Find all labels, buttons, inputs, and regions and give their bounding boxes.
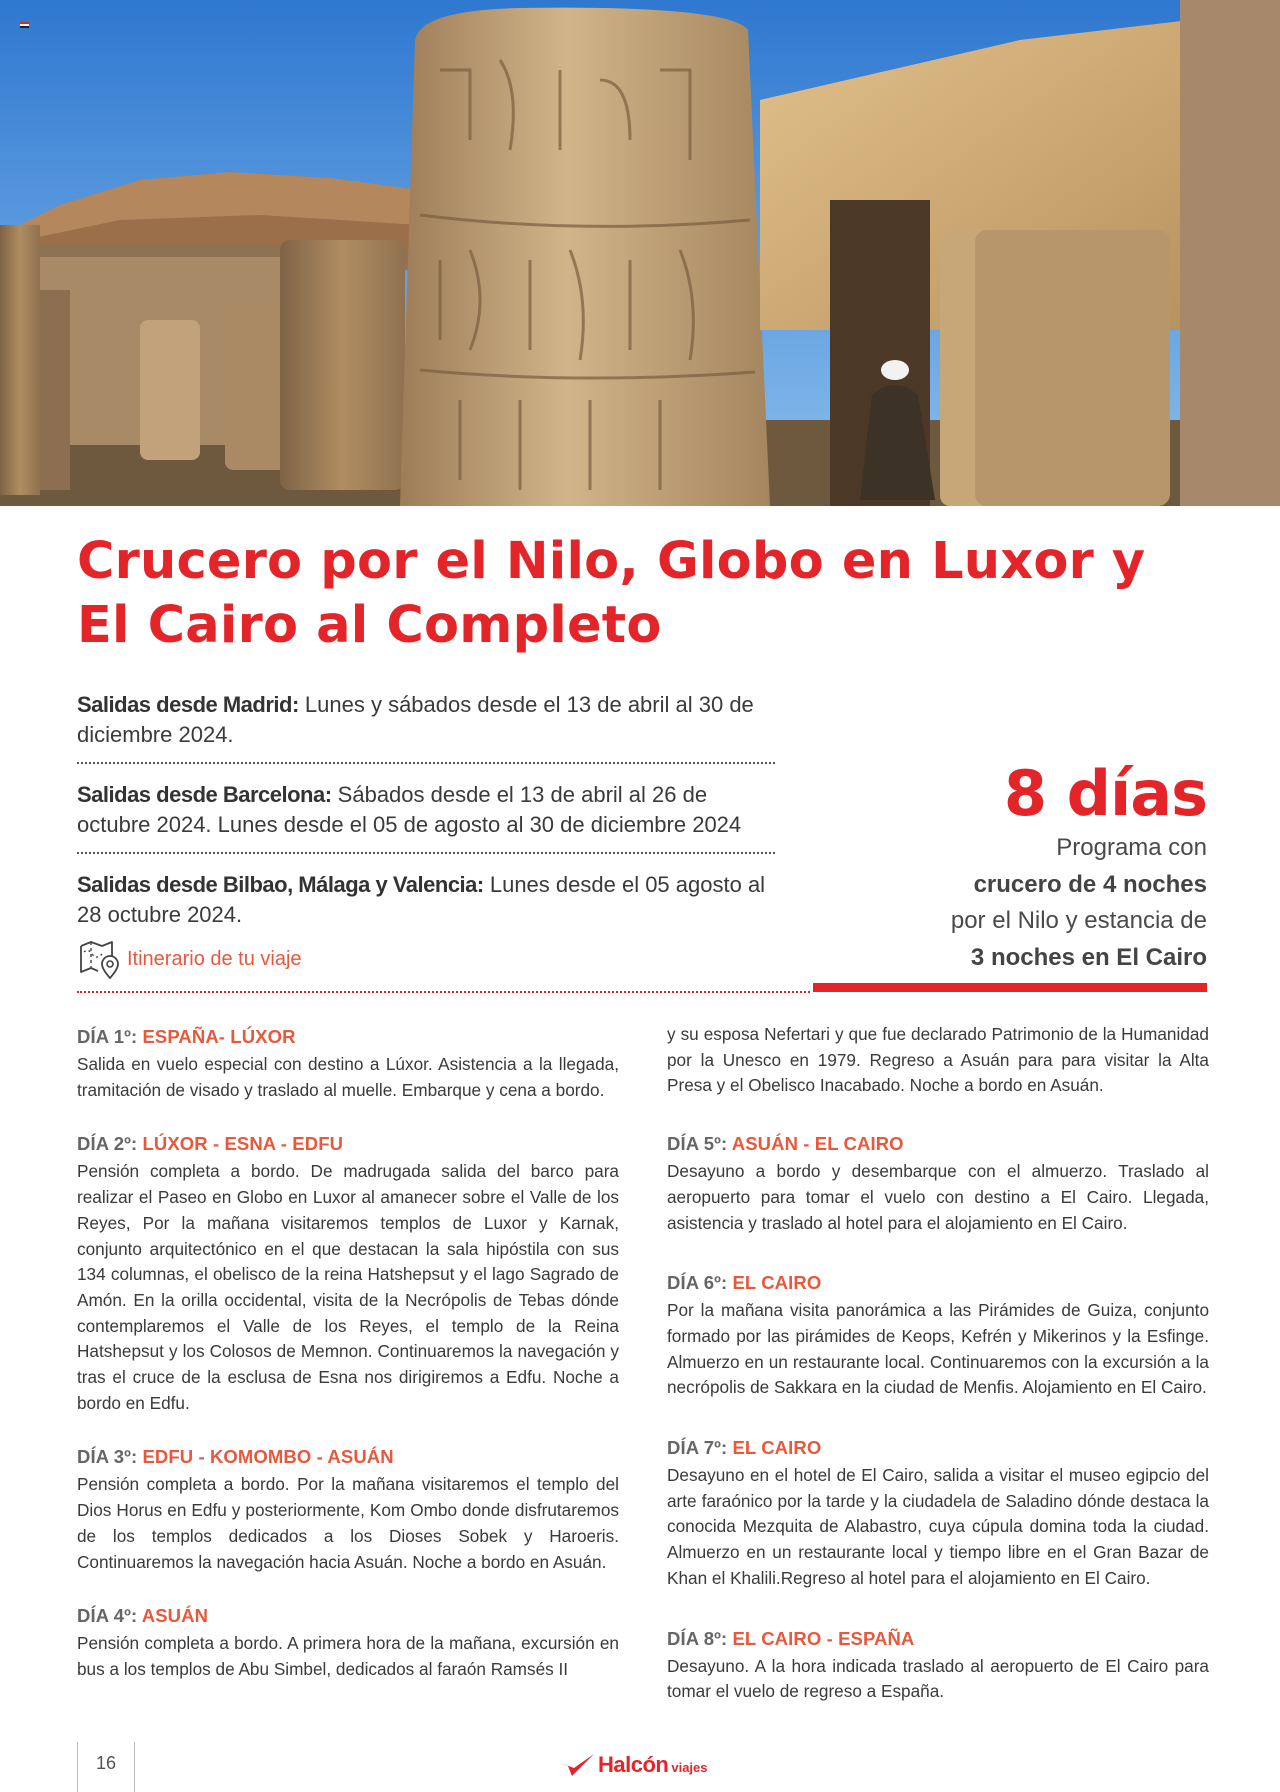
summary-line-3: por el Nilo y estancia de [950, 907, 1207, 934]
departure-label: Salidas desde Madrid: [77, 692, 299, 717]
brand-subtitle: viajes [671, 1760, 708, 1775]
day-5 [667, 1129, 1209, 1236]
day-heading [667, 1268, 1209, 1298]
day-4-continued [667, 1022, 1209, 1099]
day-heading [667, 1433, 1209, 1463]
page-number: 16 [95, 1753, 117, 1773]
day-number: DÍA 3º: [77, 1446, 143, 1468]
day-number: DÍA 4º: [77, 1605, 142, 1627]
day-heading [77, 1601, 619, 1631]
day-description: Pensión completa a bordo. De madrugada salida del barco para realizar el Paseo en Globo en Luxor al amanecer sobre el Valle de los Reyes, Por la mañana visitaremos templos de Luxor y Karnak, conjunto arquitectónico en el que destacan la sala hipóstila con sus 134 columnas, el obelisco de la reina Hatshepsut y el lago Sagrado de Amón. En la orilla occidental, visita de la Necrópolis de Tebas dónde contemplaremos el Valle de los Reyes, el templo de la Reina Hatshepsut y los Colosos de Memnon. Continuaremos la navegación y tras el cruce de la esclusa de Esna nos dirigiremos a Edfu. Noche a bordo en Edfu. [77, 1161, 619, 1413]
brand-logo[interactable] [556, 1752, 708, 1778]
day-heading [667, 1624, 1209, 1654]
day-destination: EL CAIRO [732, 1437, 822, 1459]
day-7 [667, 1433, 1209, 1592]
day-description: Desayuno en el hotel de El Cairo, salida a visitar el museo egipcio del arte faraónico por la tarde y la ciudadela de Saladino dónde destaca la conocida Mezquita de Alabastro, cuya cúpula domina toda la ciudad. Almuerzo en un restaurante local y tiempo libre en el Gran Bazar de Khan el Khalili.Regreso al hotel para el alojamiento en El Cairo. [667, 1465, 1209, 1588]
day-number: DÍA 5º: [667, 1133, 732, 1155]
day-number: DÍA 2º: [77, 1133, 143, 1155]
day-8 [667, 1624, 1209, 1705]
day-description: Desayuno. A la hora indicada traslado al aeropuerto de El Cairo para tomar el vuelo de regreso a España. [667, 1655, 1209, 1702]
halcon-logo-icon [556, 1752, 596, 1778]
dotted-divider [77, 762, 775, 764]
hero-photo [0, 0, 1280, 506]
itinerary-link[interactable] [78, 938, 302, 980]
summary-line-2: crucero de 4 noches [973, 870, 1207, 898]
brand-name: Halcón [598, 1752, 669, 1777]
temple-photo-illustration [0, 0, 1280, 506]
day-description: Por la mañana visita panorámica a las Pirámides de Guiza, conjunto formado por las pirámides de Keops, Kefrén y Mikerinos y la Esfinge. Almuerzo en un restaurante local. Continuaremos con la excursión a la necrópolis de Sakkara en la ciudad de Menfis. Alojamiento en El Cairo. [667, 1300, 1209, 1398]
day-number: DÍA 8º: [667, 1627, 733, 1649]
itinerary-column-right [667, 1022, 1209, 1731]
day-description: Pensión completa a bordo. A primera hora de la mañana, excursión en bus a los templos de Abu Simbel, dedicados al faraón Ramsés II [77, 1633, 619, 1679]
departure-text: Lunes y sábados desde el 13 de abril al 30 de diciembre 2024. [77, 692, 754, 747]
departure-text: Lunes desde el 05 agosto al 28 octubre 2024. [77, 872, 766, 927]
departures-section [77, 690, 775, 936]
day-4 [77, 1601, 619, 1682]
summary-line-1: Programa con [1056, 834, 1207, 861]
departure-label: Salidas desde Barcelona: [77, 782, 332, 807]
itinerary-divider [77, 991, 810, 993]
page-title [77, 530, 1177, 658]
day-6 [667, 1268, 1209, 1401]
trip-duration: 8 días [1003, 757, 1207, 830]
day-number: DÍA 7º: [667, 1437, 733, 1459]
day-2 [77, 1129, 619, 1416]
dotted-divider [77, 852, 775, 854]
day-destination: EDFU - KOMOMBO - ASUÁN [142, 1446, 394, 1468]
day-number: DÍA 1º: [77, 1026, 143, 1047]
departure-label: Salidas desde Bilbao, Málaga y Valencia: [77, 872, 484, 897]
day-3 [77, 1442, 619, 1575]
day-heading [77, 1442, 619, 1472]
day-destination: EL CAIRO [732, 1272, 822, 1294]
day-heading [667, 1129, 1209, 1159]
day-description: Salida en vuelo especial con destino a Lúxor. Asistencia a la llegada, tramitación de visado y traslado al muelle. Embarque y cena a bordo. [77, 1054, 619, 1100]
summary-line-4: 3 noches en El Cairo [970, 943, 1207, 971]
day-heading [77, 1129, 619, 1159]
departure-barcelona [77, 780, 775, 846]
title-line-1: Crucero por el Nilo, Globo en Luxor y [77, 532, 1146, 591]
flag-icon [20, 22, 29, 28]
departure-madrid [77, 690, 775, 756]
itinerary-link-label: Itinerario de tu viaje [127, 947, 302, 970]
itinerary-column-left [77, 1022, 619, 1709]
trip-summary [827, 758, 1207, 976]
map-pin-icon [78, 938, 122, 980]
title-line-2: El Cairo al Completo [77, 596, 662, 655]
day-destination: ASUÁN - EL CAIRO [731, 1133, 904, 1155]
day-heading [77, 1022, 619, 1052]
day-description: Pensión completa a bordo. Por la mañana visitaremos el templo del Dios Horus en Edfu y posteriormente, Kom Ombo donde disfrutaremos de los templos dedicados a los Dioses Sobek y Haroeris. Continuaremos la navegación hacia Asuán. Noche a bordo en Asuán. [77, 1474, 619, 1572]
day-description: Desayuno a bordo y desembarque con el almuerzo. Traslado al aeropuerto para tomar el vuelo con destino a El Cairo. Llegada, asistencia y traslado al hotel para el alojamiento en El Cairo. [667, 1161, 1209, 1233]
day-number: DÍA 6º: [667, 1272, 733, 1294]
summary-accent-bar [813, 983, 1207, 992]
departure-text: Sábados desde el 13 de abril al 26 de octubre 2024. Lunes desde el 05 de agosto al 30 de diciembre 2024 [77, 782, 742, 837]
day-destination: LÚXOR - ESNA - EDFU [142, 1133, 344, 1155]
day-1 [77, 1022, 619, 1103]
day-destination: EL CAIRO - ESPAÑA [732, 1627, 915, 1649]
day-description-continued: y su esposa Nefertari y que fue declarado Patrimonio de la Humanidad por la Unesco en 1979. Regreso a Asuán para para visitar la Alta Presa y el Obelisco Inacabado. Noche a bordo en Asuán. [667, 1024, 1209, 1096]
day-destination: ESPAÑA- LÚXOR [142, 1026, 296, 1047]
departure-bilbao-malaga-valencia [77, 870, 775, 936]
day-destination: ASUÁN [141, 1605, 209, 1627]
